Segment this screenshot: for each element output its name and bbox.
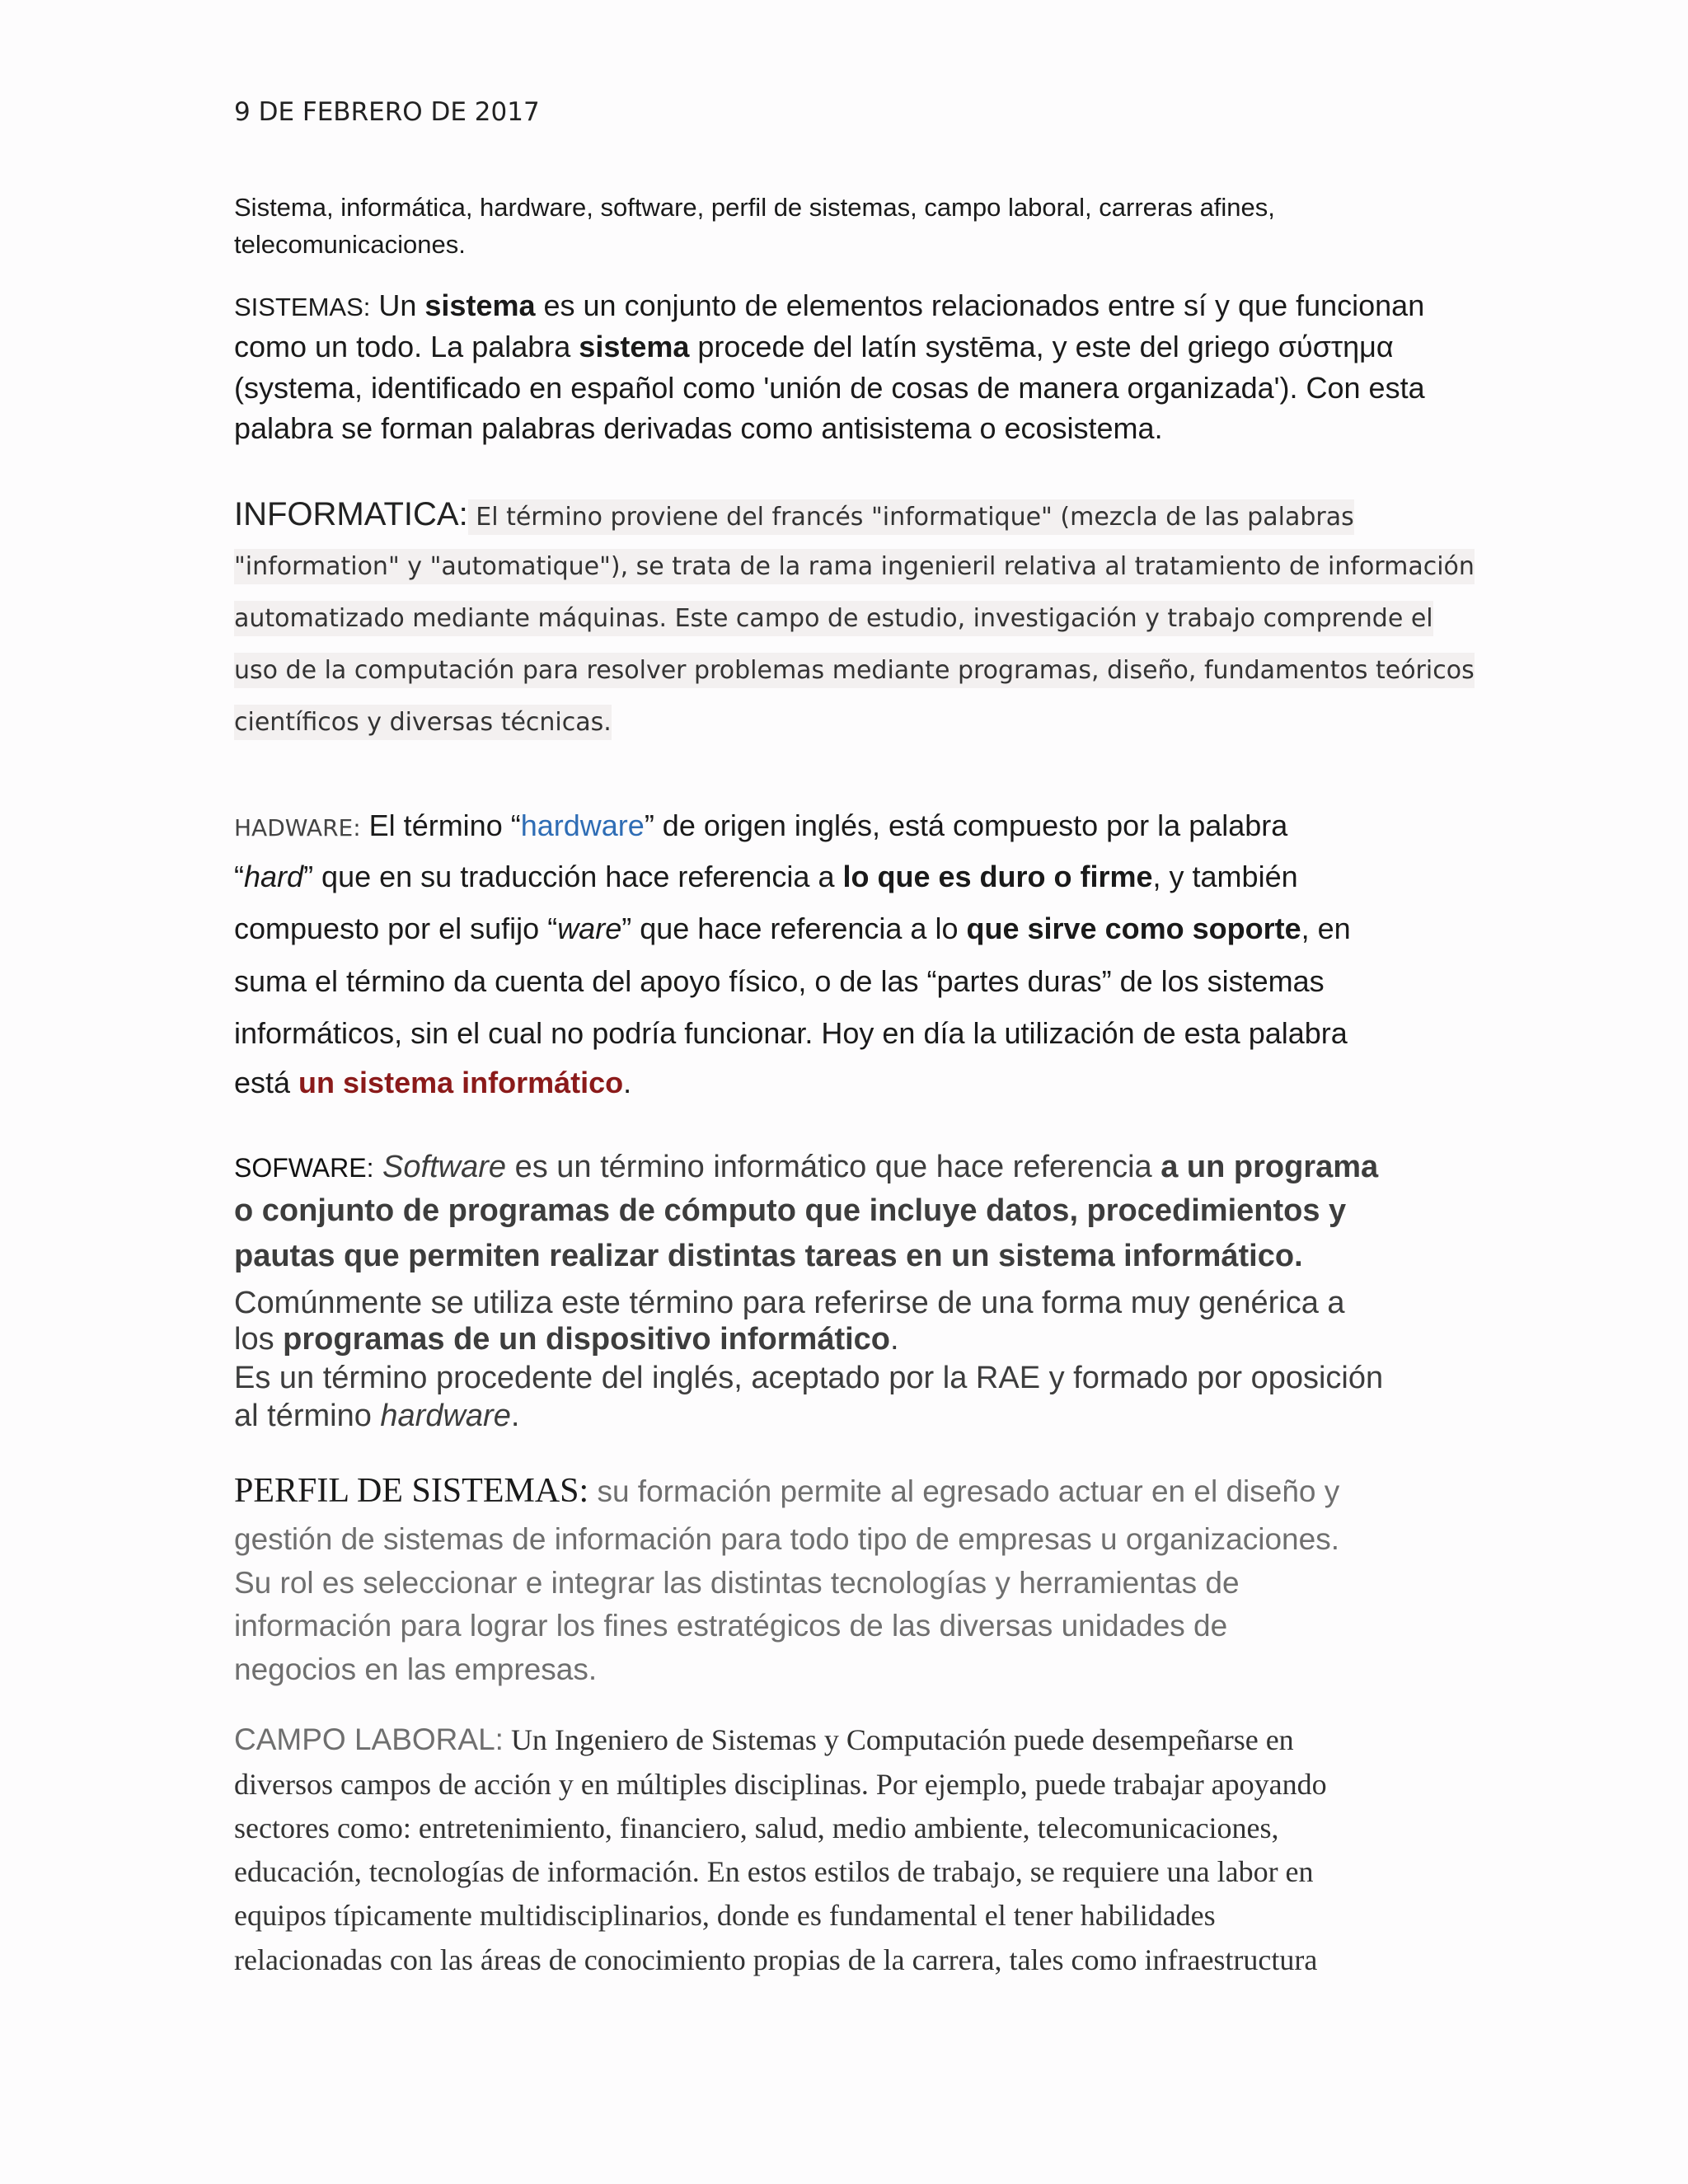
software-line: los programas de un dispositivo informático. — [234, 1322, 899, 1357]
sistemas-line: SISTEMAS: Un sistema es un conjunto de elementos relacionados entre sí y que funcionan — [234, 288, 1425, 322]
informatica-line: INFORMATICA: El término proviene del francés "informatique" (mezcla de las palabras — [234, 496, 1354, 533]
hardware-heading: HADWARE: — [234, 814, 361, 841]
informatica-line: "information" y "automatique"), se trata de la rama ingenieril relativa al tratamiento de información — [234, 552, 1475, 581]
hardware-line: compuesto por el sufijo “ware” que hace referencia a lo que sirve como soporte, en — [234, 912, 1351, 945]
hardware-line: HADWARE: El término “hardware” de origen inglés, está compuesto por la palabra — [234, 808, 1288, 842]
campo-heading: CAMPO LABORAL: — [234, 1722, 504, 1756]
sistemas-heading: SISTEMAS: — [234, 293, 371, 321]
informatica-line: uso de la computación para resolver problemas mediante programas, diseño, fundamentos teóricos — [234, 656, 1475, 685]
sistema-informatico-link[interactable]: un sistema informático — [298, 1066, 624, 1099]
perfil-line: negocios en las empresas. — [234, 1652, 598, 1686]
campo-line: diversos campos de acción y en múltiples disciplinas. Por ejemplo, puede trabajar apoyando — [234, 1768, 1327, 1801]
campo-line: equipos típicamente multidisciplinarios, donde es fundamental el tener habilidades — [234, 1899, 1216, 1932]
perfil-heading: PERFIL DE SISTEMAS: — [234, 1472, 589, 1510]
keywords-line: telecomunicaciones. — [234, 230, 466, 259]
perfil-line: información para lograr los fines estratégicos de las diversas unidades de — [234, 1609, 1228, 1643]
keywords-line: Sistema, informática, hardware, software, perfil de sistemas, campo laboral, carreras afines, — [234, 193, 1275, 222]
software-line: al término hardware. — [234, 1399, 520, 1433]
campo-line: CAMPO LABORAL: Un Ingeniero de Sistemas y Computación puede desempeñarse en — [234, 1722, 1294, 1756]
informatica-line: automatizado mediante máquinas. Este campo de estudio, investigación y trabajo comprende el — [234, 604, 1433, 633]
informatica-line: científicos y diversas técnicas. — [234, 708, 612, 737]
hardware-line: está un sistema informático. — [234, 1066, 632, 1099]
software-line: o conjunto de programas de cómputo que incluye datos, procedimientos y — [234, 1193, 1347, 1228]
perfil-line: gestión de sistemas de información para todo tipo de empresas u organizaciones. — [234, 1522, 1339, 1556]
sistemas-line: como un todo. La palabra sistema procede del latín systēma, y este del griego σύστημα — [234, 330, 1394, 363]
perfil-line: Su rol es seleccionar e integrar las distintas tecnologías y herramientas de — [234, 1566, 1240, 1600]
hardware-line: suma el término da cuenta del apoyo físico, o de las “partes duras” de los sistemas — [234, 964, 1325, 998]
informatica-heading: INFORMATICA: — [234, 496, 468, 532]
campo-line: sectores como: entretenimiento, financiero, salud, medio ambiente, telecomunicaciones, — [234, 1811, 1279, 1844]
software-line: Comúnmente se utiliza este término para referirse de una forma muy genérica a — [234, 1286, 1345, 1320]
sistemas-line: palabra se forman palabras derivadas como antisistema o ecosistema. — [234, 411, 1163, 445]
hardware-line: informáticos, sin el cual no podría funcionar. Hoy en día la utilización de esta palabra — [234, 1016, 1348, 1050]
campo-line: relacionadas con las áreas de conocimiento propias de la carrera, tales como infraestructura — [234, 1943, 1318, 1976]
software-line: SOFWARE: Software es un término informático que hace referencia a un programa — [234, 1150, 1379, 1184]
hardware-line: “hard” que en su traducción hace referencia a lo que es duro o firme, y también — [234, 860, 1298, 893]
header-date: 9 DE FEBRERO DE 2017 — [234, 97, 540, 127]
software-line: Es un término procedente del inglés, aceptado por la RAE y formado por oposición — [234, 1361, 1384, 1395]
campo-line: educación, tecnologías de información. En estos estilos de trabajo, se requiere una labor en — [234, 1855, 1314, 1888]
software-line: pautas que permiten realizar distintas tareas en un sistema informático. — [234, 1239, 1303, 1273]
software-heading: SOFWARE: — [234, 1153, 374, 1183]
sistemas-line: (systema, identificado en español como 'unión de cosas de manera organizada'). Con esta — [234, 371, 1425, 405]
hardware-link[interactable]: hardware — [520, 808, 645, 842]
perfil-line: PERFIL DE SISTEMAS: su formación permite al egresado actuar en el diseño y — [234, 1472, 1340, 1510]
